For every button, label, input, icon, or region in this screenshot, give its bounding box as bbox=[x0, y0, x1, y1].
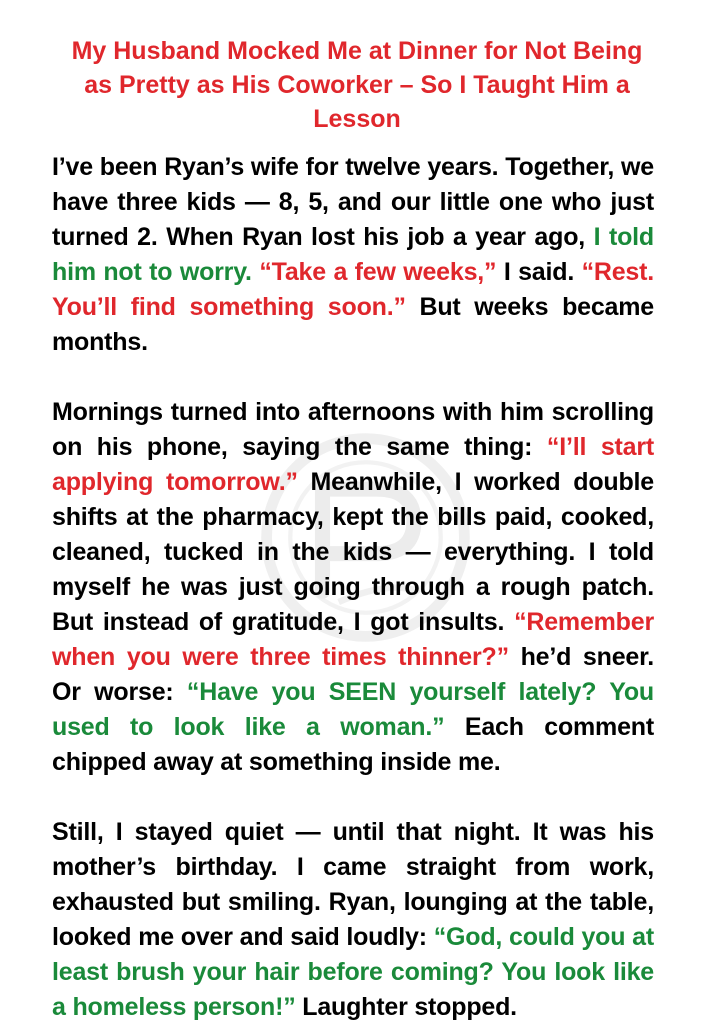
text-segment: Meanwhile, I worked double shifts at the pharmacy, kept the bills paid, cooked, cleaned, tucked in the kids — everything. I told myself he was just going through a rough patch. But instead of gratitude, I got insults. bbox=[52, 468, 654, 636]
text-segment: I said. bbox=[496, 258, 582, 286]
red-quote: “Take a few weeks,” bbox=[259, 258, 497, 286]
story-paragraph-3 bbox=[52, 815, 654, 1025]
green-quote: “God, could you at least brush your hair before coming? You look like a homeless person!” bbox=[52, 923, 654, 1021]
text-segment: Mornings turned into afternoons with him scrolling on his phone, saying the same thing: bbox=[52, 398, 654, 461]
green-quote: I told him not to worry. bbox=[52, 223, 654, 286]
green-quote: “Have you SEEN yourself lately? You used to look like a woman.” bbox=[52, 678, 654, 741]
story-paragraph-2 bbox=[52, 395, 654, 780]
text-segment: Each comment chipped away at something inside me. bbox=[52, 713, 654, 776]
text-segment: But weeks became months. bbox=[52, 293, 654, 356]
article-title: My Husband Mocked Me at Dinner for Not Being as Pretty as His Coworker – So I Taught Him a Lesson bbox=[71, 37, 643, 133]
text-segment: he’d sneer. Or worse: bbox=[52, 643, 654, 706]
red-quote: “I’ll start applying tomorrow.” bbox=[52, 433, 655, 496]
story-paragraph-1 bbox=[52, 150, 654, 360]
text-segment: I’ve been Ryan’s wife for twelve years. Together, we have three kids — 8, 5, and our little one who just turned 2. When Ryan lost his job a year ago, bbox=[52, 153, 654, 251]
text-segment: Laughter stopped. bbox=[295, 993, 517, 1021]
text-segment: Still, I stayed quiet — until that night. It was his mother’s birthday. I came straight from work, exhausted but smiling. Ryan, lounging at the table, looked me over and said loudly: bbox=[52, 818, 654, 951]
red-quote: “Rest. You’ll find something soon.” bbox=[52, 258, 655, 321]
red-quote: “Remember when you were three times thinner?” bbox=[52, 608, 654, 671]
